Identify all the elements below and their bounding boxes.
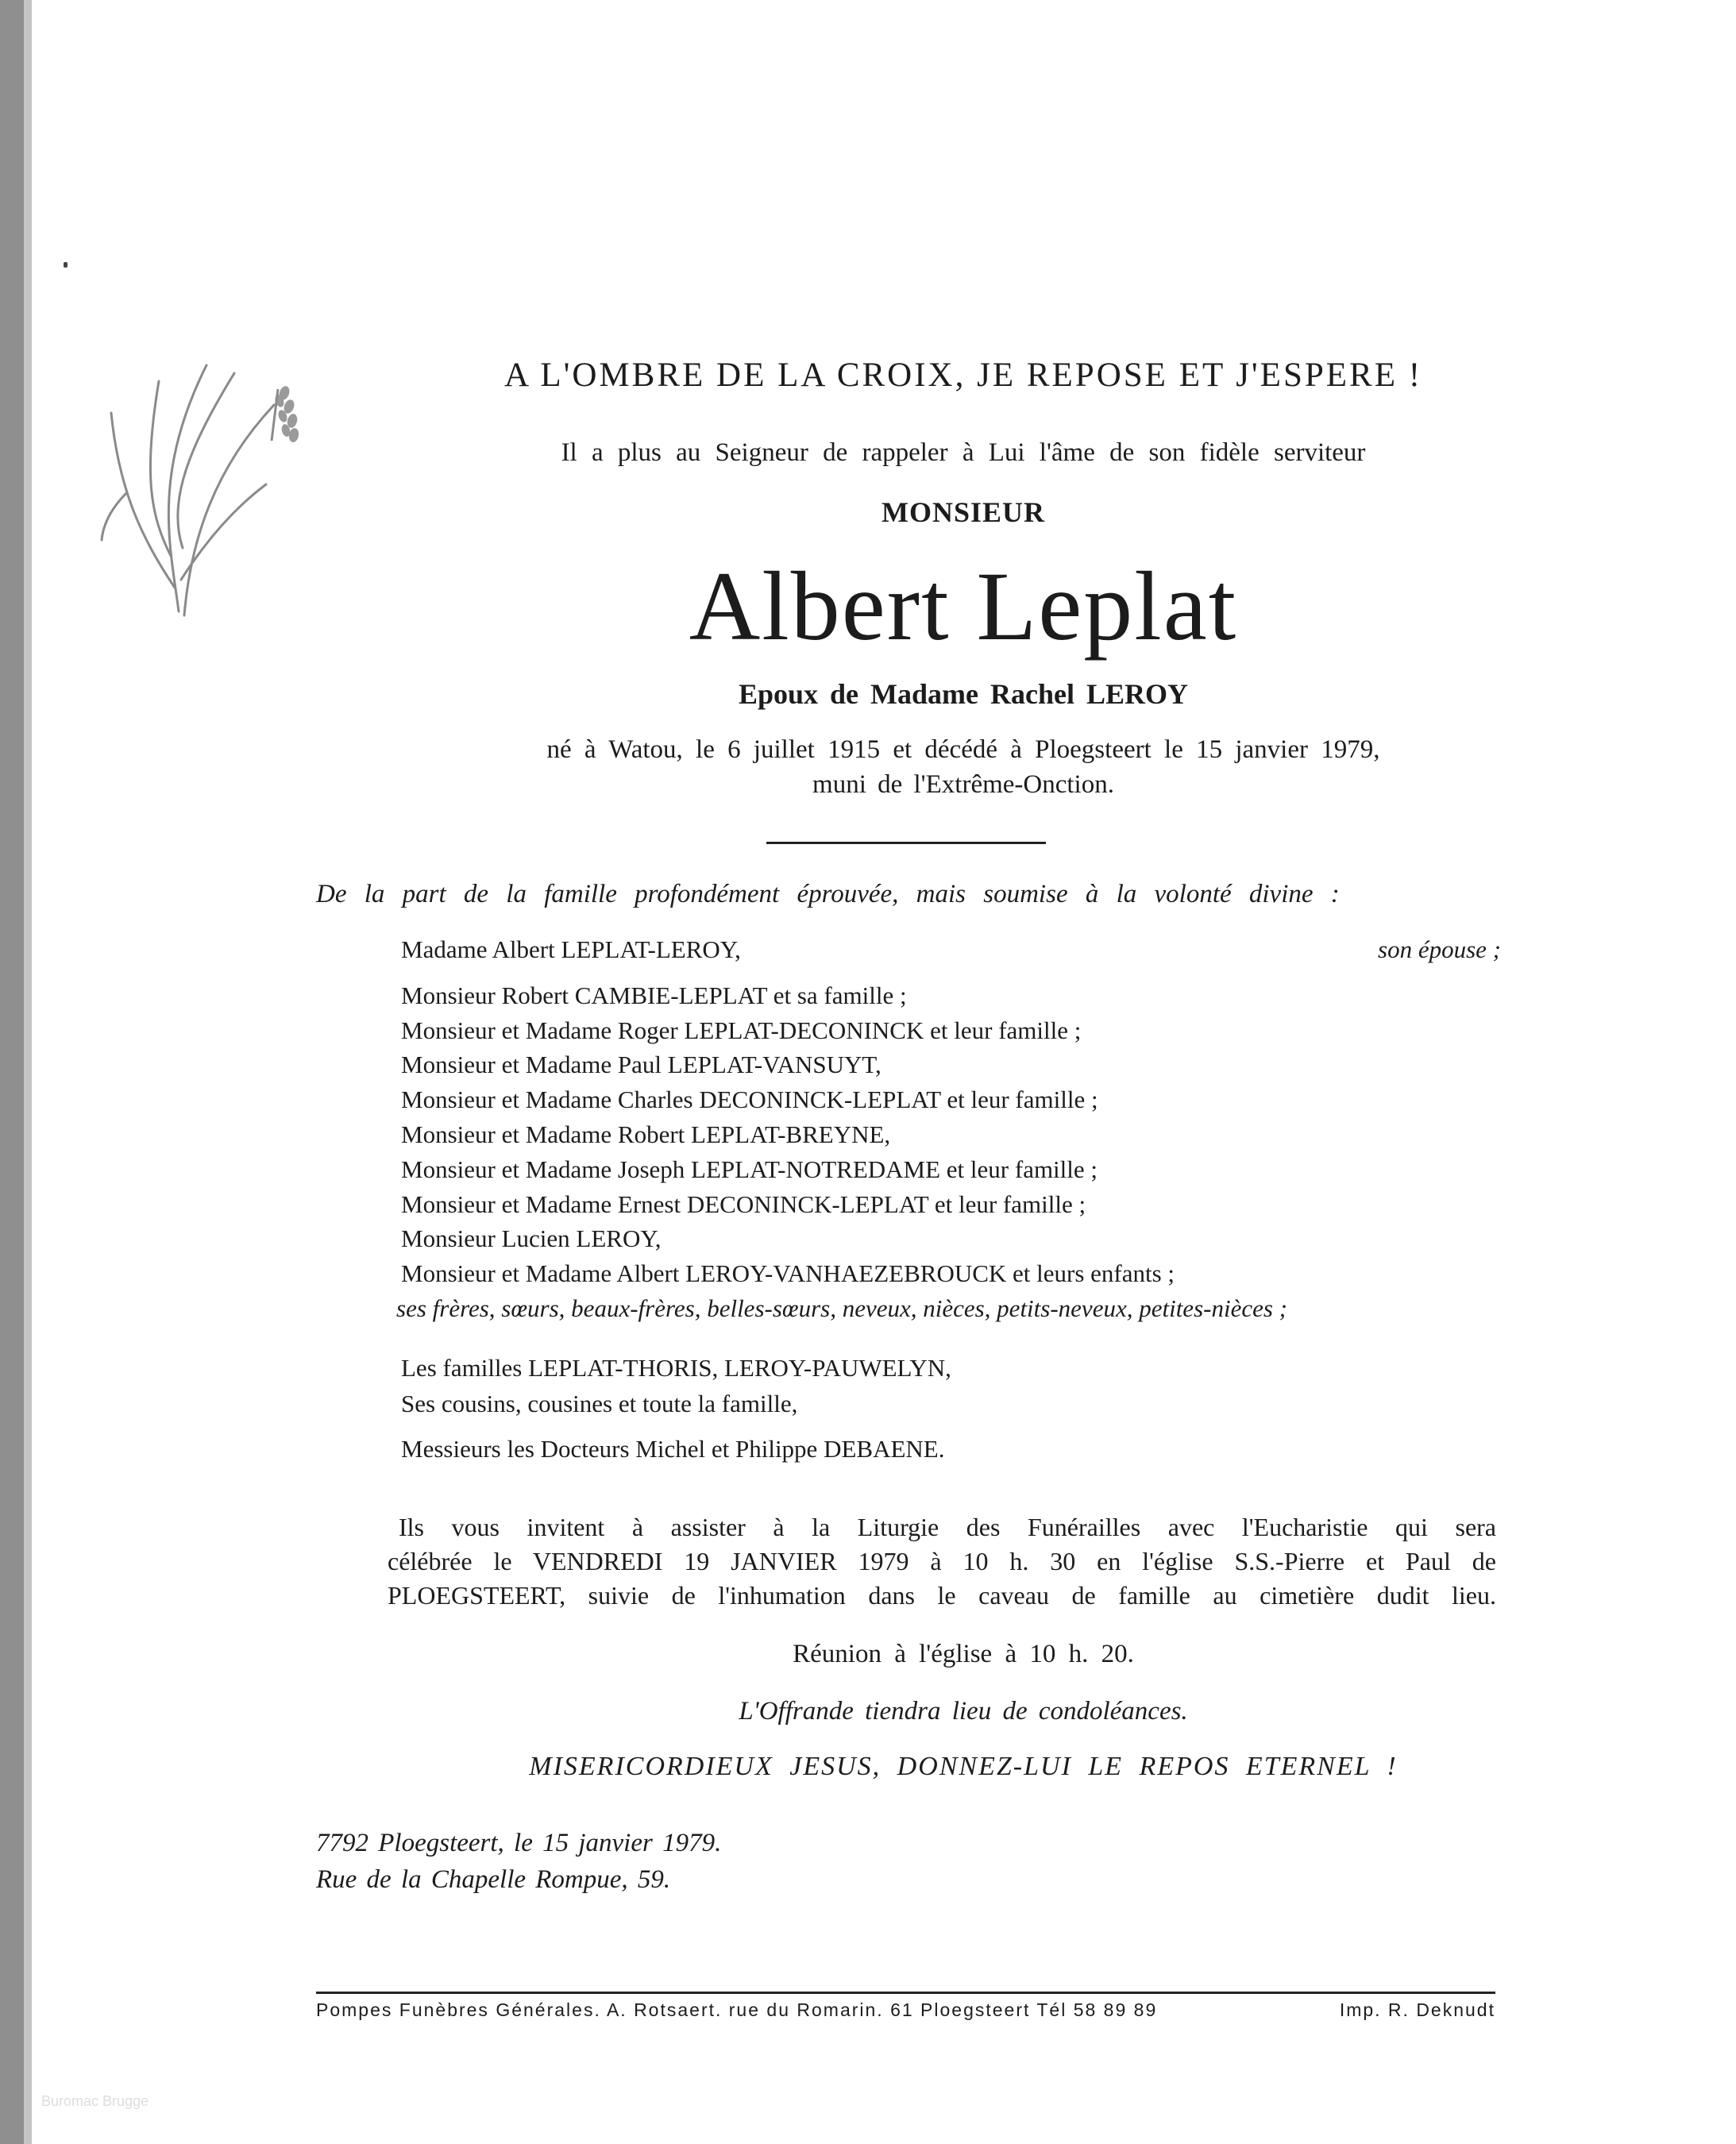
invitation-line: Ils vous invitent à assister à la Liturgie des Funérailles avec l'Eucharistie qui sera xyxy=(399,1513,1496,1541)
other-mourner-line: Les familles LEPLAT-THORIS, LEROY-PAUWELYN, xyxy=(401,1354,951,1382)
relative-line: Monsieur et Madame Roger LEPLAT-DECONINCK et leur famille ; xyxy=(401,1016,1082,1044)
undertaker-credit: Pompes Funèbres Générales. A. Rotsaert. rue du Romarin. 61 Ploegsteert Tél 58 89 89 xyxy=(316,1999,1158,2020)
family-intro: De la part de la famille profondément éprouvée, mais soumise à la volonté divine : xyxy=(316,880,1340,908)
other-mourners xyxy=(401,1350,951,1467)
relative-line: Monsieur et Madame Albert LEROY-VANHAEZEBROUCK et leurs enfants ; xyxy=(401,1259,1175,1288)
scan-edge-light xyxy=(24,0,32,2144)
wife-relation: son épouse ; xyxy=(1378,935,1501,963)
divider xyxy=(766,842,1046,844)
place-date: 7792 Ploegsteert, le 15 janvier 1979. xyxy=(316,1829,722,1857)
relative-line: Monsieur et Madame Ernest DECONINCK-LEPLAT et leur famille ; xyxy=(401,1190,1086,1218)
closing-prayer: MISERICORDIEUX JESUS, DONNEZ-LUI LE REPOS ETERNEL ! xyxy=(529,1752,1398,1781)
address: Rue de la Chapelle Rompue, 59. xyxy=(316,1865,671,1894)
doctors-line: Messieurs les Docteurs Michel et Philippe DEBAENE. xyxy=(401,1435,945,1463)
relative-line: Monsieur et Madame Charles DECONINCK-LEPLAT et leur famille ; xyxy=(401,1085,1098,1114)
intro-line: Il a plus au Seigneur de rappeler à Lui l'âme de son fidèle serviteur xyxy=(561,438,1366,467)
footer-divider xyxy=(316,1992,1495,1994)
printer-credit: Imp. R. Deknudt xyxy=(1339,1999,1495,2020)
relative-line: Monsieur et Madame Robert LEPLAT-BREYNE, xyxy=(401,1120,891,1148)
invitation-line: PLOEGSTEERT, suivie de l'inhumation dans le caveau de famille au cimetière dudit lieu. xyxy=(388,1581,1496,1610)
faint-stamp: Buromac Brugge xyxy=(41,2093,149,2109)
offering-note: L'Offrande tiendra lieu de condoléances. xyxy=(739,1697,1188,1726)
relatives-list xyxy=(396,932,1501,1326)
relative-line: Monsieur et Madame Joseph LEPLAT-NOTREDAME et leur famille ; xyxy=(401,1155,1098,1183)
invitation-line: célébrée le VENDREDI 19 JANVIER 1979 à 10 h. 30 en l'église S.S.-Pierre et Paul de xyxy=(388,1547,1496,1575)
invitation-paragraph xyxy=(388,1510,1496,1613)
motto: A L'OMBRE DE LA CROIX, JE REPOSE ET J'ESPERE ! xyxy=(503,357,1423,394)
wife-name: Madame Albert LEPLAT-LEROY, xyxy=(401,935,741,963)
born-died-line: né à Watou, le 6 juillet 1915 et décédé à Ploegsteert le 15 janvier 1979, xyxy=(546,735,1380,764)
other-mourner-line: Ses cousins, cousines et toute la famille, xyxy=(401,1390,798,1417)
place-and-address xyxy=(316,1825,721,1898)
meeting-time: Réunion à l'église à 10 h. 20. xyxy=(793,1640,1134,1668)
relative-line: Monsieur Lucien LEROY, xyxy=(401,1224,662,1253)
deceased-name: Albert Leplat xyxy=(689,552,1238,661)
wife-line xyxy=(401,932,1501,967)
relative-line: Monsieur et Madame Paul LEPLAT-VANSUYT, xyxy=(401,1051,882,1079)
footer xyxy=(316,1999,1495,2021)
sacrament-line: muni de l'Extrême-Onction. xyxy=(812,770,1114,799)
honorific: MONSIEUR xyxy=(881,496,1046,528)
scan-speck xyxy=(64,262,68,268)
relatives-summary: ses frères, sœurs, beaux-frères, belles-sœurs, neveux, nièces, petits-neveux, petites-nièces ; xyxy=(396,1294,1287,1322)
scan-edge xyxy=(0,0,24,2144)
relative-line: Monsieur Robert CAMBIE-LEPLAT et sa famille ; xyxy=(401,981,907,1009)
spouse-line: Epoux de Madame Rachel LEROY xyxy=(738,678,1189,710)
